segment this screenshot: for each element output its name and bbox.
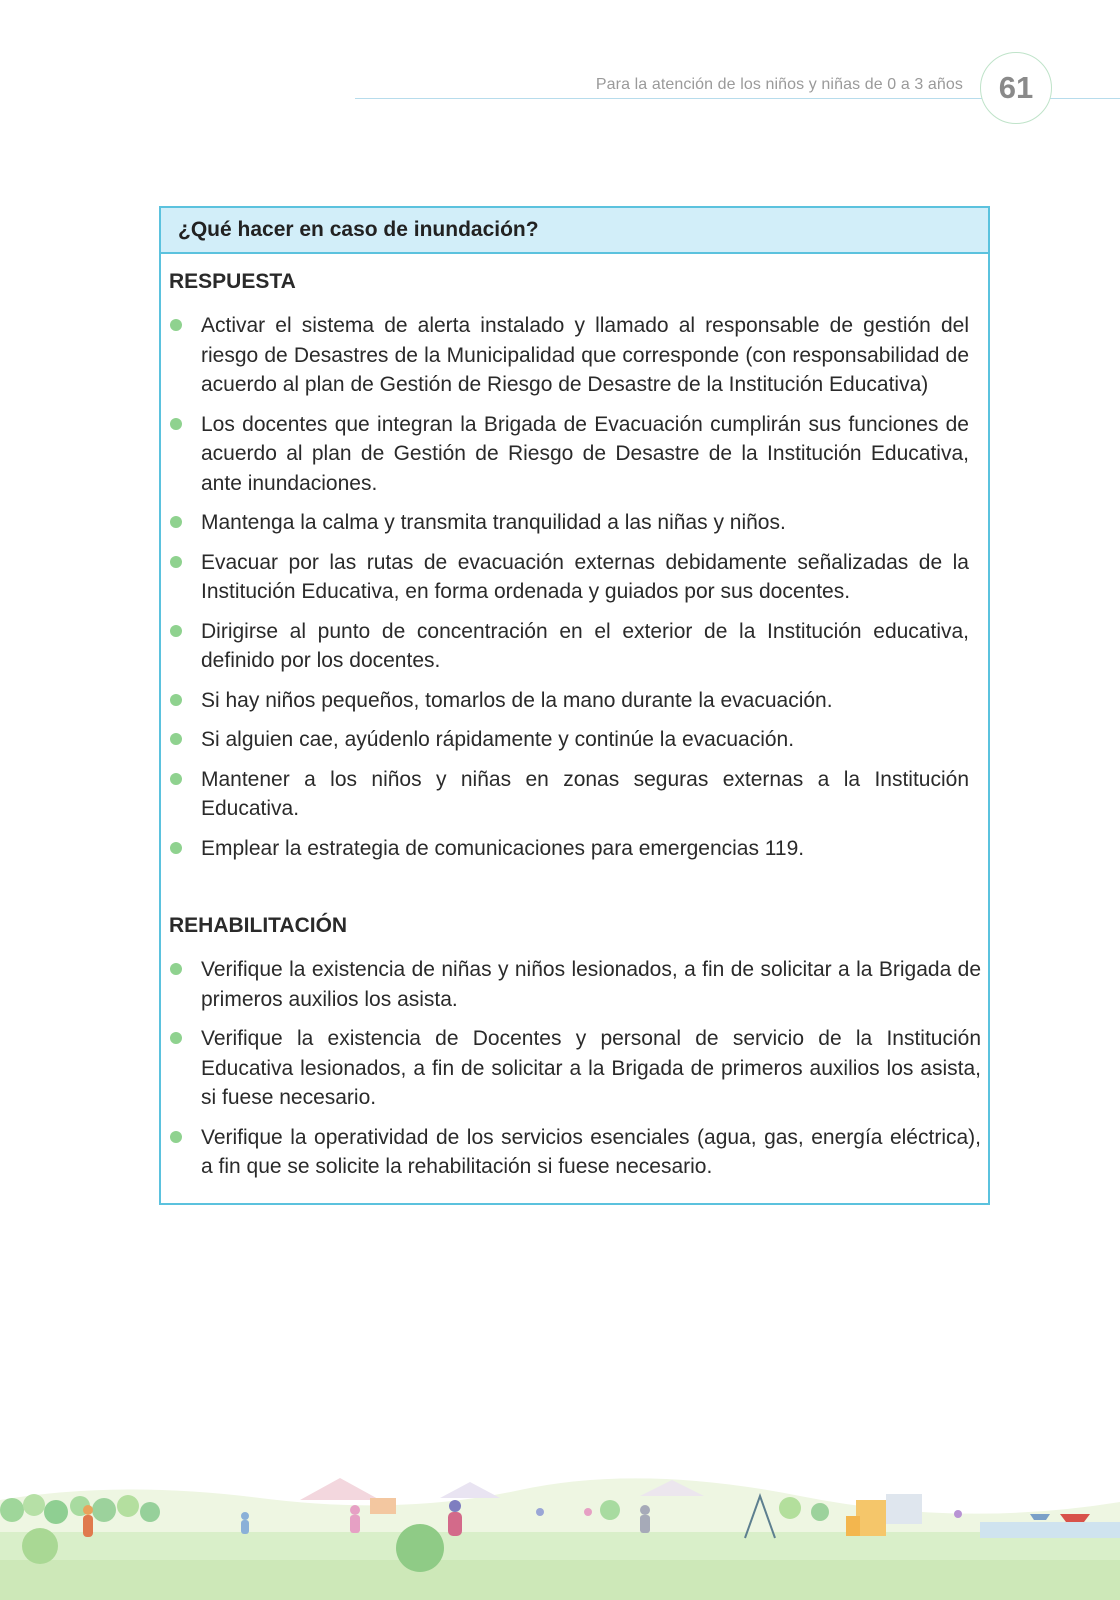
person-icon <box>448 1512 462 1536</box>
person-icon <box>640 1515 650 1533</box>
list-item: Los docentes que integran la Brigada de Evacuación cumplirán sus funciones de acuerdo al plan de Gestión de Riesgo de Desastre de la Institución Educativa, ante inundaciones. <box>169 410 969 499</box>
tree-icon <box>600 1500 620 1520</box>
respuesta-list <box>169 311 969 873</box>
church-icon <box>370 1498 396 1514</box>
list-item: Emplear la estrategia de comunicaciones para emergencias 119. <box>169 834 969 864</box>
list-item: Dirigirse al punto de concentración en el exterior de la Institución educativa, definido por los docentes. <box>169 617 969 676</box>
list-item: Verifique la operatividad de los servicios esenciales (agua, gas, energía eléctrica), a fin que se solicite la rehabilitación si fuese necesario. <box>169 1123 981 1182</box>
person-icon <box>449 1500 461 1512</box>
person-icon <box>584 1508 592 1516</box>
list-item: Si alguien cae, ayúdenlo rápidamente y continúe la evacuación. <box>169 725 969 755</box>
building-icon <box>856 1500 886 1536</box>
bullet-icon <box>170 733 182 745</box>
person-icon <box>350 1515 360 1533</box>
respuesta-heading: RESPUESTA <box>169 270 296 293</box>
person-icon <box>83 1505 93 1515</box>
bullet-icon <box>170 319 182 331</box>
list-item: Verifique la existencia de niñas y niños lesionados, a fin de solicitar a la Brigada de primeros auxilios los asista. <box>169 955 981 1014</box>
bullet-icon <box>170 1131 182 1143</box>
bush-icon <box>22 1528 58 1564</box>
tree-icon <box>23 1494 45 1516</box>
tree-icon <box>44 1500 68 1524</box>
person-icon <box>83 1515 93 1537</box>
page-number: 61 <box>998 70 1034 105</box>
box-title: ¿Qué hacer en caso de inundación? <box>161 208 988 254</box>
bullet-icon <box>170 1032 182 1044</box>
person-icon <box>640 1505 650 1515</box>
tree-icon <box>140 1502 160 1522</box>
flood-procedure-box <box>159 206 990 1205</box>
list-item: Mantener a los niños y niñas en zonas seguras externas a la Institución Educativa. <box>169 765 969 824</box>
person-icon <box>536 1508 544 1516</box>
person-icon <box>241 1512 249 1520</box>
bullet-icon <box>170 556 182 568</box>
list-item: Verifique la existencia de Docentes y personal de servicio de la Institución Educativa lesionados, a fin de solicitar a la Brigada de primeros auxilios los asista, si fuese necesario. <box>169 1024 981 1113</box>
person-icon <box>954 1510 962 1518</box>
bullet-icon <box>170 418 182 430</box>
tree-icon <box>779 1497 801 1519</box>
bullet-icon <box>170 963 182 975</box>
list-item: Evacuar por las rutas de evacuación externas debidamente señalizadas de la Institución Educativa, en forma ordenada y guiados por sus docentes. <box>169 548 969 607</box>
mountain-icon <box>300 1478 380 1500</box>
page-number-badge <box>980 52 1052 124</box>
bullet-icon <box>170 694 182 706</box>
mountain-icon <box>440 1482 500 1498</box>
bullet-icon <box>170 842 182 854</box>
tree-icon <box>0 1498 24 1522</box>
tree-icon <box>92 1498 116 1522</box>
rehabilitacion-list <box>169 955 981 1192</box>
person-icon <box>241 1520 249 1534</box>
building-icon <box>846 1516 860 1536</box>
list-item: Si hay niños pequeños, tomarlos de la mano durante la evacuación. <box>169 686 969 716</box>
tree-icon <box>811 1503 829 1521</box>
tree-icon <box>117 1495 139 1517</box>
list-item: Mantenga la calma y transmita tranquilidad a las niñas y niños. <box>169 508 969 538</box>
building-icon <box>886 1494 922 1524</box>
bullet-icon <box>170 516 182 528</box>
lake <box>980 1522 1120 1538</box>
list-item: Activar el sistema de alerta instalado y llamado al responsable de gestión del riesgo de Desastres de la Municipalidad que corresponde (con responsabilidad de acuerdo al plan de Gestión de Riesgo de Desastre de la Institución Educativa) <box>169 311 969 400</box>
bullet-icon <box>170 625 182 637</box>
meadow-foreground <box>0 1560 1120 1600</box>
rehabilitacion-heading: REHABILITACIÓN <box>169 914 348 937</box>
footer-landscape-illustration <box>0 1460 1120 1600</box>
bullet-icon <box>170 773 182 785</box>
running-title: Para la atención de los niños y niñas de 0 a 3 años <box>595 76 963 93</box>
person-icon <box>350 1505 360 1515</box>
hills <box>0 1478 1120 1532</box>
tree-icon <box>396 1524 444 1572</box>
